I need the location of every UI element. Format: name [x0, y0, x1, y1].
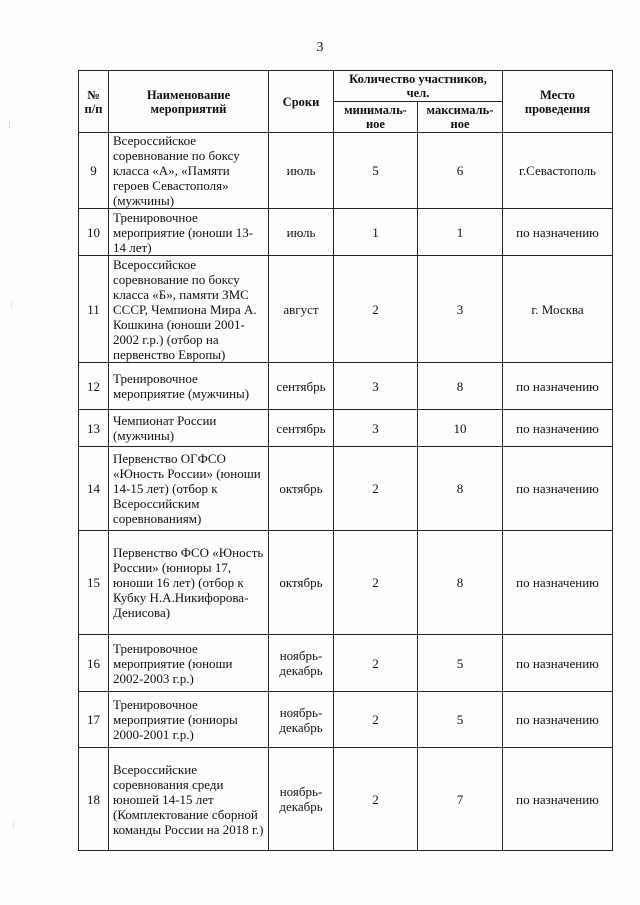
table-row [79, 635, 613, 692]
row-number: 15 [79, 531, 109, 635]
event-dates: ноябрь-декабрь [269, 635, 334, 692]
event-dates: октябрь [269, 531, 334, 635]
event-name: Чемпионат России (мужчины) [109, 410, 269, 447]
participants-min: 1 [334, 209, 418, 256]
table-row [79, 692, 613, 748]
scan-artifact: ⁝ [10, 300, 13, 310]
table-row [79, 363, 613, 410]
event-dates: сентябрь [269, 410, 334, 447]
event-dates: июль [269, 209, 334, 256]
participants-max: 8 [418, 363, 503, 410]
event-place: по назначению [503, 447, 613, 531]
table-row [79, 531, 613, 635]
participants-min: 5 [334, 133, 418, 209]
table-row [79, 748, 613, 851]
participants-min: 2 [334, 447, 418, 531]
event-name: Тренировочное мероприятие (юноши 2002-2003 г.р.) [109, 635, 269, 692]
event-name: Тренировочное мероприятие (юноши 13-14 лет) [109, 209, 269, 256]
event-name: Тренировочное мероприятие (мужчины) [109, 363, 269, 410]
event-place: по назначению [503, 531, 613, 635]
participants-min: 2 [334, 748, 418, 851]
table-row [79, 410, 613, 447]
table-row [79, 133, 613, 209]
participants-max: 7 [418, 748, 503, 851]
event-place: г. Москва [503, 256, 613, 363]
participants-max: 3 [418, 256, 503, 363]
event-dates: ноябрь-декабрь [269, 692, 334, 748]
event-place: по назначению [503, 410, 613, 447]
header-row [79, 71, 613, 102]
header-dates: Сроки [269, 71, 334, 133]
event-name: Всероссийское соревнование по боксу класса «Б», памяти ЗМС СССР, Чемпиона Мира А. Кошкина (юноши 2001-2002 г.р.) (отбор на первенство Европы) [109, 256, 269, 363]
header-max: максималь-ное [418, 102, 503, 133]
page-number: 3 [316, 40, 324, 55]
event-place: по назначению [503, 635, 613, 692]
scan-artifact: ⁝ [12, 820, 15, 830]
participants-min: 2 [334, 531, 418, 635]
participants-min: 3 [334, 363, 418, 410]
header-min: минималь-ное [334, 102, 418, 133]
event-place: по назначению [503, 363, 613, 410]
row-number: 17 [79, 692, 109, 748]
row-number: 11 [79, 256, 109, 363]
event-dates: ноябрь-декабрь [269, 748, 334, 851]
scan-artifact: ⁝ [8, 120, 11, 130]
table-row [79, 209, 613, 256]
event-name: Всероссийское соревнование по боксу класса «А», «Памяти героев Севастополя» (мужчины) [109, 133, 269, 209]
event-dates: октябрь [269, 447, 334, 531]
participants-max: 8 [418, 531, 503, 635]
participants-max: 8 [418, 447, 503, 531]
header-event-name: Наименование мероприятий [109, 71, 269, 133]
row-number: 9 [79, 133, 109, 209]
event-place: по назначению [503, 748, 613, 851]
event-name: Первенство ОГФСО «Юность России» (юноши 14-15 лет) (отбор к Всероссийским соревнованиям) [109, 447, 269, 531]
participants-max: 5 [418, 692, 503, 748]
participants-max: 5 [418, 635, 503, 692]
table-row [79, 447, 613, 531]
header-number: № п/п [79, 71, 109, 133]
header-participants: Количество участников, чел. [334, 71, 503, 102]
participants-max: 6 [418, 133, 503, 209]
event-place: по назначению [503, 209, 613, 256]
row-number: 13 [79, 410, 109, 447]
events-table [78, 70, 613, 851]
participants-min: 2 [334, 635, 418, 692]
table-row [79, 256, 613, 363]
row-number: 14 [79, 447, 109, 531]
event-dates: сентябрь [269, 363, 334, 410]
event-name: Первенство ФСО «Юность России» (юниоры 17, юноши 16 лет) (отбор к Кубку Н.А.Никифорова-Денисова) [109, 531, 269, 635]
participants-max: 1 [418, 209, 503, 256]
table-body [79, 133, 613, 851]
event-place: г.Севастополь [503, 133, 613, 209]
event-name: Тренировочное мероприятие (юниоры 2000-2001 г.р.) [109, 692, 269, 748]
event-name: Всероссийские соревнования среди юношей 14-15 лет (Комплектование сборной команды России на 2018 г.) [109, 748, 269, 851]
participants-min: 3 [334, 410, 418, 447]
row-number: 18 [79, 748, 109, 851]
event-place: по назначению [503, 692, 613, 748]
participants-min: 2 [334, 256, 418, 363]
header-place: Место проведения [503, 71, 613, 133]
row-number: 10 [79, 209, 109, 256]
participants-max: 10 [418, 410, 503, 447]
row-number: 16 [79, 635, 109, 692]
event-dates: август [269, 256, 334, 363]
event-dates: июль [269, 133, 334, 209]
row-number: 12 [79, 363, 109, 410]
participants-min: 2 [334, 692, 418, 748]
